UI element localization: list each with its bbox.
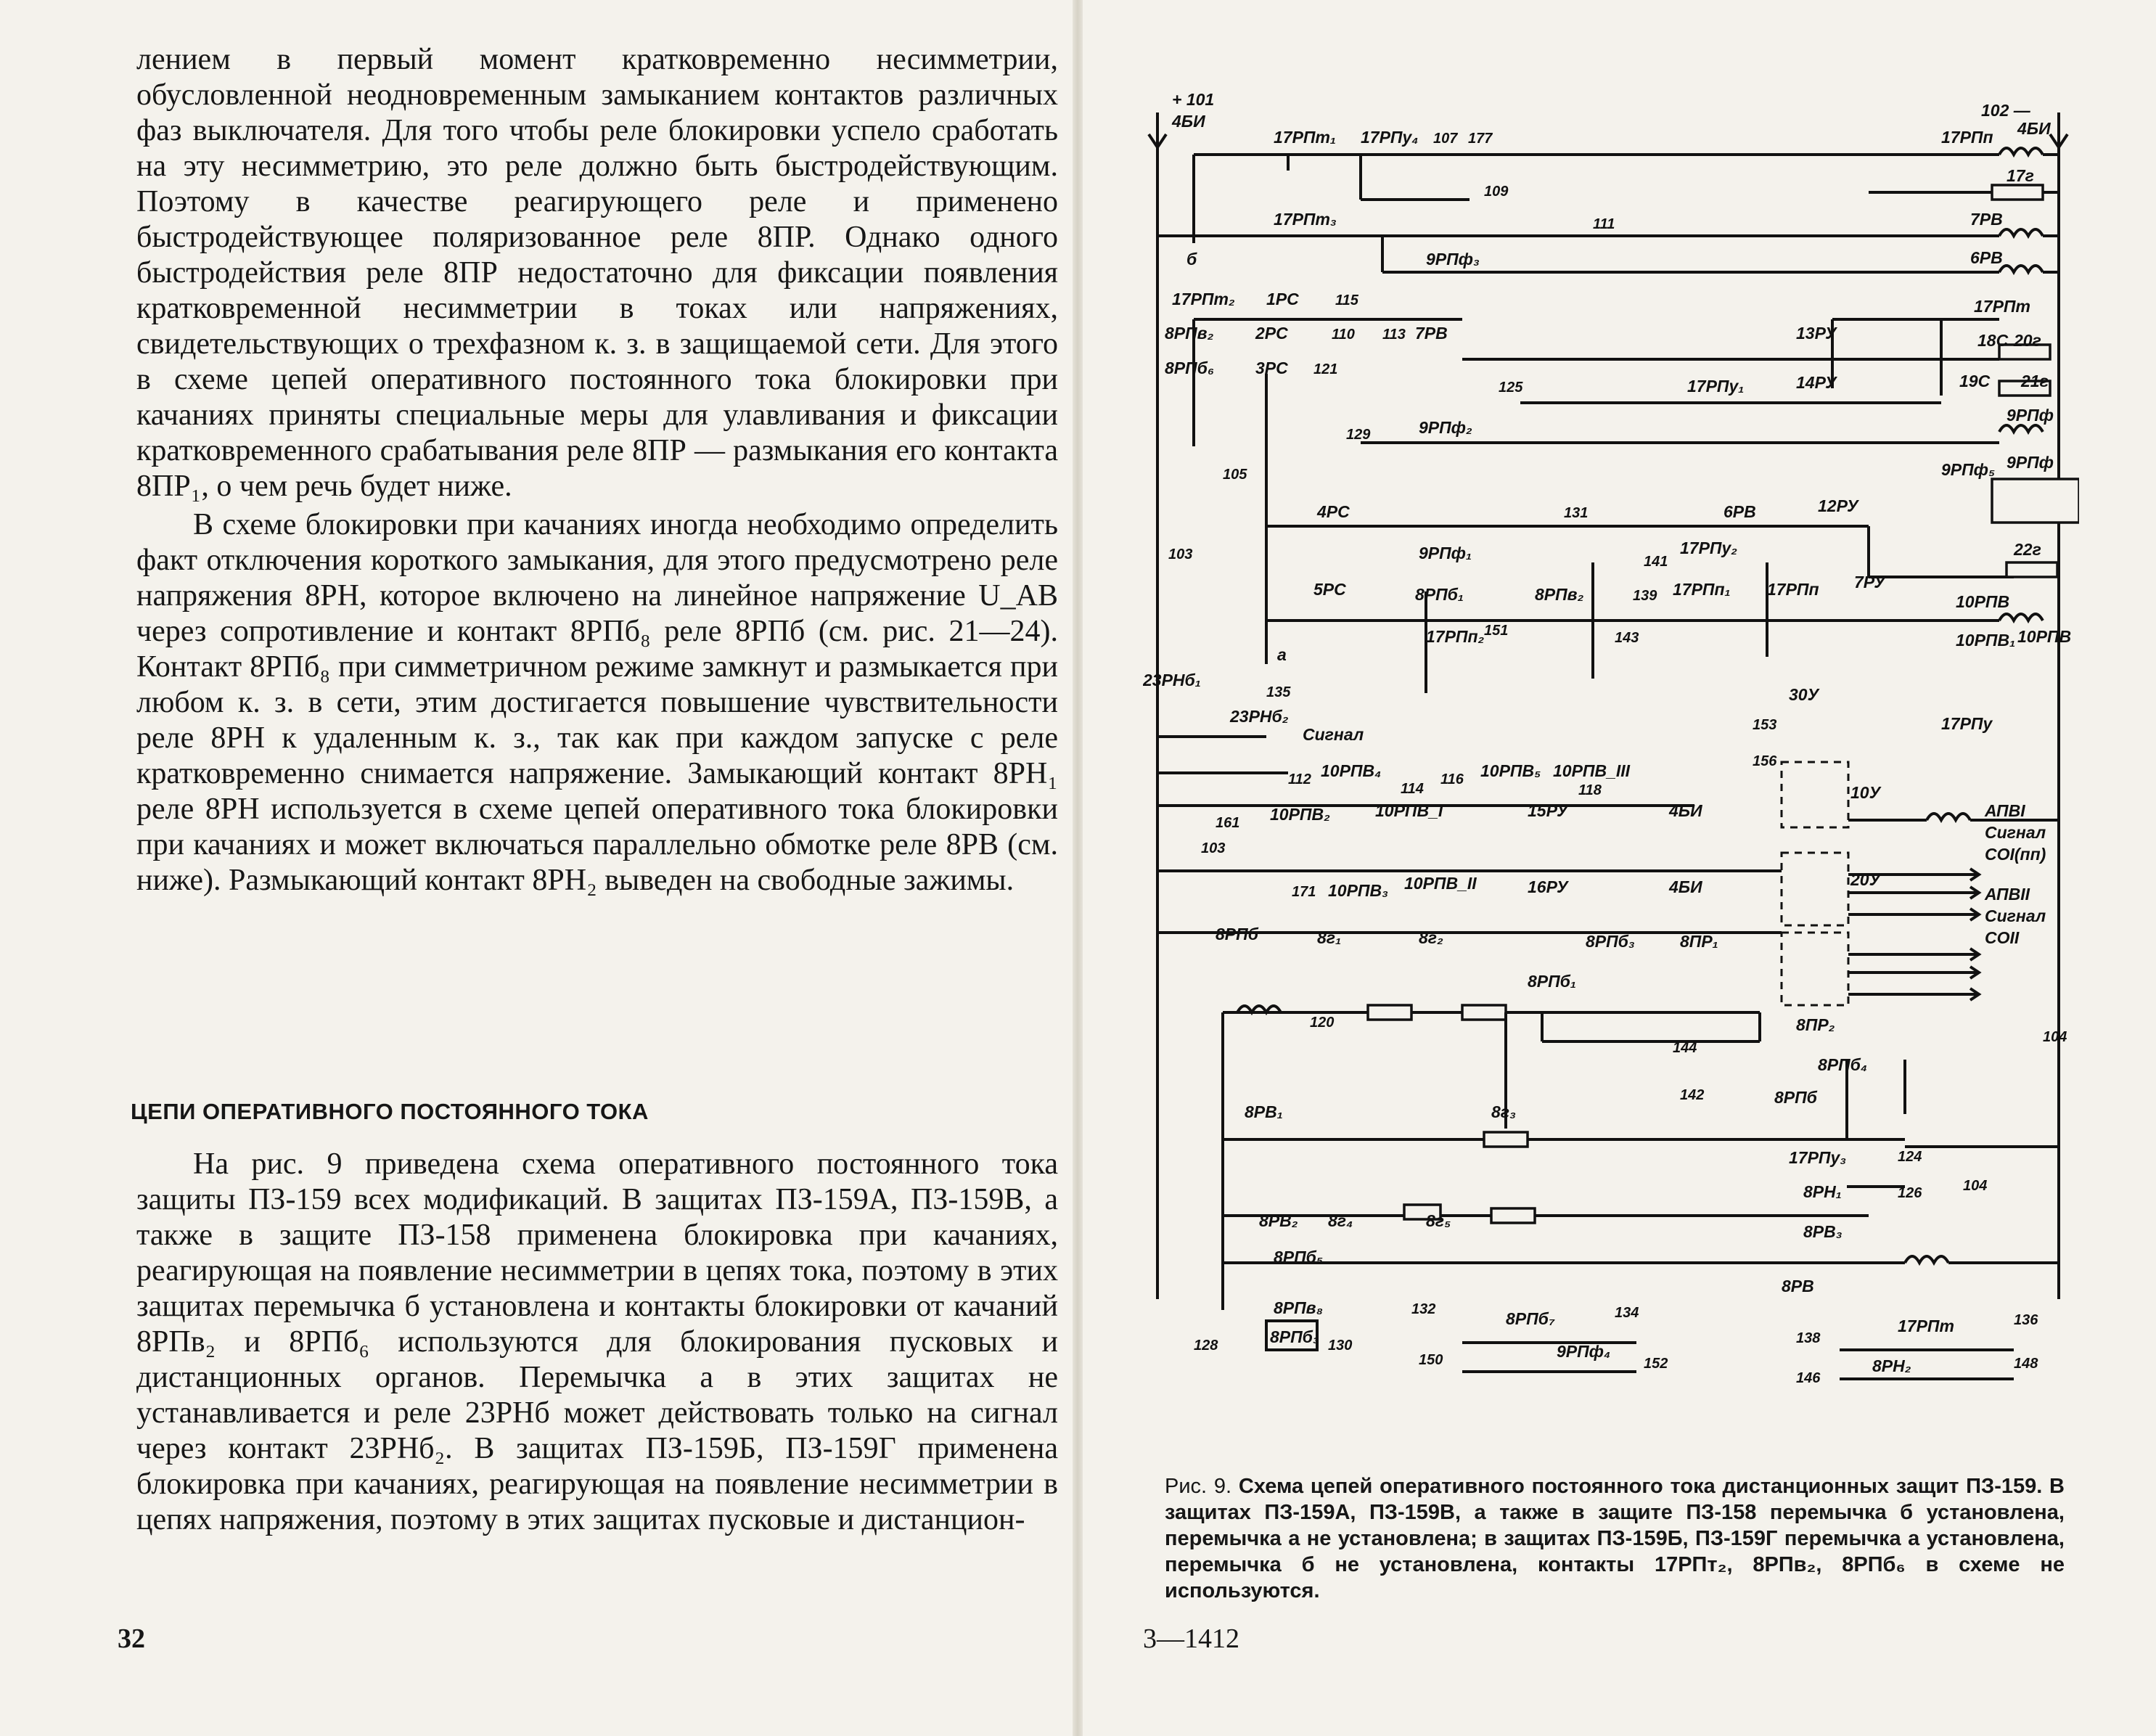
label-8g3: 8г₃ <box>1491 1102 1517 1121</box>
label-n113: 113 <box>1382 327 1406 343</box>
label-10rpv1: 10РПВ₁ <box>1956 631 2016 650</box>
label-4bi-2: 4БИ <box>1669 877 1702 896</box>
label-15ru: 15РУ <box>1528 801 1568 820</box>
paragraph-3: На рис. 9 приведена схема оперативного постоянного тока защиты ПЗ-159 всех модификаций. В защитах ПЗ-159А, ПЗ-159В, а также в защите ПЗ-158 применена блокировка при качаниях, реагирующая на появление несимметрии в цепях тока, поэтому в этих защитах перемычка б установлена и контакты блокировки от качаний 8РПв₂ и 8РПб₆ используются для блокирования пусковых и дистанционных органов. Перемычка а в этих защитах не устанавливается и реле 23РНб может действовать только на сигнал через контакт 23РНб₂. В защитах ПЗ-159Б, ПЗ-159Г применена блокировка при качаниях, реагирующая на появление несимметрии в цепях напряжения, поэтому в этих защитах пусковые и дистанцион- <box>136 1147 1058 1536</box>
row-2 <box>1157 229 2059 272</box>
label-6rv: 6РВ <box>1723 502 1756 521</box>
label-signal-1: Сигнал <box>1303 725 1364 744</box>
label-bus-right: 4БИ <box>2017 119 2051 138</box>
label-10rpv-coil: 10РПВ <box>1956 592 2010 611</box>
label-so2: СОII <box>1985 928 2020 947</box>
circuit-schematic <box>1143 83 2079 1455</box>
label-n135: 135 <box>1266 684 1291 700</box>
label-9rpf2: 9РПф₂ <box>1419 418 1472 437</box>
label-n177: 177 <box>1468 131 1493 147</box>
label-17g: 17г <box>2007 166 2034 185</box>
label-8rn2: 8РН₂ <box>1872 1356 1911 1375</box>
label-8rpb4: 8РПб₄ <box>1818 1055 1868 1074</box>
paragraph-1: лением в первый момент кратковременно несимметрии, обусловленной неодновременным замыканием контактов различных фаз выключателя. Для того чтобы реле блокировки успело сработать на эту несимметрию, это реле должно быть быстродействующим. Поэтому в качестве реагирующего реле и применено быстродействующее поляризованное реле 8ПР. Однако одного быстродействия реле 8ПР недостаточно для фиксации появления кратковременной несимметрии в токах или напряжениях, свидетельствующих о трехфазном к. з. в защищаемой сети. Для этого в схеме цепей оперативного постоянного тока блокировки при качаниях приняты специальные меры для улавливания и фиксации кратковременного срабатывания реле 8ПР — размыкания его контакта 8ПР₁, о чем речь будет ниже. <box>136 43 1058 503</box>
label-plus-terminal: + 101 <box>1172 90 1215 109</box>
label-n138: 138 <box>1796 1330 1821 1346</box>
label-17rpu2: 17РПу₂ <box>1680 539 1738 557</box>
label-8rv2: 8РВ₂ <box>1259 1211 1298 1230</box>
label-10rpv3b: 10РПВ₃ <box>1328 881 1389 900</box>
power-arrow-right <box>2050 112 2067 147</box>
label-n143: 143 <box>1615 630 1639 646</box>
label-9rpf-coil-b: 9РПф <box>2007 453 2054 472</box>
label-n151: 151 <box>1484 623 1509 639</box>
label-n156: 156 <box>1753 753 1777 769</box>
label-17rpu1: 17РПу₁ <box>1687 377 1745 396</box>
schematic-labels <box>1143 90 2071 1386</box>
label-n139: 139 <box>1633 588 1657 604</box>
label-8rn1: 8РН₁ <box>1803 1182 1842 1201</box>
label-out-signal-1: Сигнал <box>1985 823 2046 842</box>
label-n128: 128 <box>1194 1338 1218 1354</box>
label-18s: 18С <box>1977 331 2009 350</box>
label-n126: 126 <box>1898 1185 1922 1201</box>
label-10rpvii: 10РПВ_II <box>1404 874 1477 893</box>
lower-block <box>1223 1005 2059 1350</box>
label-n136: 136 <box>2014 1312 2038 1328</box>
label-n115: 115 <box>1335 292 1358 308</box>
label-n144: 144 <box>1673 1040 1697 1056</box>
label-8rpb7: 8РПб₇ <box>1506 1309 1555 1328</box>
signature-mark: 3—1412 <box>1143 1624 1239 1654</box>
label-17rpu: 17РПу <box>1941 714 1993 733</box>
label-1rs: 1РС <box>1266 290 1299 308</box>
label-17rpt1: 17РПт₁ <box>1274 128 1337 147</box>
label-9rpf-coil: 9РПф <box>2007 406 2054 425</box>
label-17rpp1: 17РПп₁ <box>1673 580 1731 599</box>
label-8rpb6: 8РПб₆ <box>1165 359 1215 377</box>
label-n124: 124 <box>1898 1149 1922 1165</box>
label-4rs: 4РС <box>1317 502 1350 521</box>
label-8rpb1b: 8РПб₁ <box>1528 972 1577 991</box>
label-n112: 112 <box>1288 771 1311 787</box>
body-text-top <box>136 42 1058 898</box>
label-n107: 107 <box>1433 131 1458 147</box>
label-n153: 153 <box>1753 717 1777 733</box>
label-8rpb1: 8РПб₁ <box>1415 585 1464 604</box>
bottom-stubs <box>1462 1343 2014 1379</box>
label-8g1: 8г₁ <box>1317 928 1342 947</box>
label-17rpt2: 17РПт₂ <box>1172 290 1235 308</box>
label-10rpv3: 10РПВ_III <box>1553 761 1631 780</box>
label-8rpv8: 8РПв₈ <box>1274 1298 1323 1317</box>
label-17rpp: 17РПп <box>1941 128 1993 147</box>
label-8rv3: 8РВ₃ <box>1803 1222 1843 1241</box>
label-8rpb3: 8РПб₃ <box>1586 932 1635 951</box>
label-23rnb1: 23РНб₁ <box>1143 671 1201 689</box>
label-8rpb-coil-b: 8РПб <box>1774 1088 1817 1107</box>
label-8rpb-coil: 8РПб <box>1216 925 1258 943</box>
label-30u: 30У <box>1789 685 1819 704</box>
label-8g5: 8г₅ <box>1426 1211 1451 1230</box>
label-n110: 110 <box>1332 327 1355 343</box>
label-2rs: 2РС <box>1255 324 1288 343</box>
label-8rpv2: 8РПв₂ <box>1165 324 1214 343</box>
label-10rpv2: 10РПВ₂ <box>1270 805 1330 824</box>
label-apv1: АПВI <box>1985 801 2025 820</box>
label-10rpvi: 10РПВ_I <box>1375 801 1443 820</box>
label-20g: 20г <box>2014 331 2041 350</box>
body-text-bottom <box>136 1147 1058 1538</box>
label-22g: 22г <box>2014 540 2041 559</box>
label-8rv-coil: 8РВ <box>1782 1277 1814 1295</box>
label-8rpv-b: 8РПв₂ <box>1535 585 1584 604</box>
caption-figure-number: Рис. 9. <box>1165 1475 1232 1498</box>
label-n134: 134 <box>1615 1305 1639 1321</box>
label-n103: 103 <box>1168 546 1193 562</box>
label-n118: 118 <box>1578 782 1602 798</box>
label-17rpp: 17РПп <box>1767 580 1819 599</box>
label-n142: 142 <box>1680 1087 1705 1103</box>
label-n103b: 103 <box>1201 840 1226 856</box>
paragraph-2: В схеме блокировки при качаниях иногда необходимо определить факт отключения короткого замыкания, для этого предусмотрено реле напряжения 8РН, которое включено на линейное напряжение U_AB через сопротивление и контакт 8РПб₈ реле 8РПб (см. рис. 21—24). Контакт 8РПб₈ при симметричном режиме замкнут и размыкается при любом к. з. в сети, этим достигается повышение чувствительности реле 8РН к удаленным к. з., так как при каждом запуске с реле кратковременно снимается напряжение. Замыкающий контакт 8РН₁ реле 8РН используется в схеме цепей оперативного тока блокировки при качаниях и может включаться параллельно обмотке реле 8РВ (см. ниже). Размыкающий контакт 8РН₂ выведен на свободные зажимы. <box>136 508 1058 897</box>
label-n120: 120 <box>1310 1015 1335 1031</box>
label-n125: 125 <box>1499 380 1523 396</box>
label-6rv-coil: 6РВ <box>1970 248 2003 267</box>
row-3-5 <box>1194 319 2079 523</box>
label-8pr2: 8ПР₂ <box>1796 1015 1835 1034</box>
label-7ru: 7РУ <box>1854 573 1885 591</box>
label-10rpv4: 10РПВ₄ <box>1321 761 1382 780</box>
label-12ru: 12РУ <box>1818 496 1858 515</box>
label-17rpt3: 17РПт₃ <box>1274 210 1337 229</box>
label-n161: 161 <box>1216 815 1240 831</box>
label-apv2: АПВII <box>1985 885 2030 904</box>
label-so1: СОI(пп) <box>1985 845 2046 864</box>
label-n148: 148 <box>2014 1356 2038 1372</box>
label-9rpf3: 9РПф₃ <box>1426 250 1480 269</box>
label-n121: 121 <box>1313 361 1338 377</box>
right-page <box>1078 0 2156 1736</box>
label-n129: 129 <box>1346 427 1371 443</box>
label-minus-terminal: 102 — <box>1981 101 2030 120</box>
label-jumper-b: б <box>1186 250 1197 269</box>
label-n130: 130 <box>1328 1338 1353 1354</box>
label-n109: 109 <box>1484 184 1509 200</box>
label-n141: 141 <box>1644 554 1668 570</box>
label-13ru: 13РУ <box>1796 324 1837 343</box>
label-16ru: 16РУ <box>1528 877 1568 896</box>
label-n114: 114 <box>1401 781 1424 797</box>
label-n104b: 104 <box>1963 1178 1988 1194</box>
label-8rpb3b: 8РПб₃ <box>1270 1327 1319 1346</box>
label-n171: 171 <box>1292 884 1316 900</box>
label-10u: 10У <box>1850 783 1881 802</box>
label-21g: 21г <box>2021 372 2049 390</box>
label-n104: 104 <box>2043 1029 2067 1045</box>
label-17rpt: 17РПт <box>1974 297 2030 316</box>
power-arrow-left <box>1149 112 1166 147</box>
label-n150: 150 <box>1419 1352 1443 1368</box>
label-9rpf1: 9РПф₁ <box>1419 544 1472 562</box>
label-3rs: 3РС <box>1255 359 1288 377</box>
figure-caption <box>1165 1473 2065 1604</box>
label-8pr1: 8ПР₁ <box>1680 932 1718 951</box>
middle-rows <box>1157 374 2057 737</box>
label-bus-left: 4БИ <box>1172 112 1205 131</box>
label-n146: 146 <box>1796 1370 1821 1386</box>
label-9rpf5: 9РПф₅ <box>1941 460 1996 479</box>
label-n131: 131 <box>1564 505 1589 521</box>
label-7rv: 7РВ <box>1415 324 1448 343</box>
label-5rs: 5РС <box>1313 580 1346 599</box>
label-jumper-a: а <box>1277 645 1287 664</box>
label-17rpu3: 17РПу₃ <box>1789 1148 1847 1167</box>
label-17rpp2: 17РПп₂ <box>1426 627 1485 646</box>
label-10rpv-coil-b: 10РПВ <box>2017 627 2072 646</box>
label-n132: 132 <box>1411 1301 1436 1317</box>
label-8rv1: 8РВ₁ <box>1245 1102 1283 1121</box>
label-17rpu4: 17РПу₄ <box>1361 128 1419 147</box>
page-number: 32 <box>118 1624 145 1654</box>
section-heading: ЦЕПИ ОПЕРАТИВНОГО ПОСТОЯННОГО ТОКА <box>131 1099 649 1124</box>
label-7rv-coil: 7РВ <box>1970 210 2003 229</box>
label-n105: 105 <box>1223 467 1247 483</box>
label-20u: 20У <box>1850 870 1881 889</box>
label-10rpv5: 10РПВ₅ <box>1480 761 1541 780</box>
label-14ru: 14РУ <box>1796 373 1837 392</box>
label-8rpb5: 8РПб₅ <box>1274 1248 1324 1266</box>
label-23rnb2: 23РНб₂ <box>1230 707 1289 726</box>
label-4bi-1: 4БИ <box>1669 801 1702 820</box>
label-n152: 152 <box>1644 1356 1668 1372</box>
label-19s: 19С <box>1959 372 1991 390</box>
label-n111: 111 <box>1593 216 1615 232</box>
row-1 <box>1194 148 2059 243</box>
label-9rpf4: 9РПф₄ <box>1557 1342 1611 1361</box>
label-17rpt-b: 17РПт <box>1898 1317 1954 1335</box>
label-n116: 116 <box>1440 771 1464 787</box>
caption-text: Схема цепей оперативного постоянного тока дистанционных защит ПЗ-159. В защитах ПЗ-159А, ПЗ-159В, а также в защите ПЗ-158 перемычка б установлена, перемычка а не установлена; в защитах ПЗ-159Б, ПЗ-159Г перемычка а установлена, перемычка б не установлена, контакты 17РПт₂, 8РПв₂, 8РПб₆ в схеме не используются. <box>1165 1475 2065 1602</box>
label-8g4: 8г₄ <box>1328 1211 1353 1230</box>
label-8g2: 8г₂ <box>1419 928 1443 947</box>
label-out-signal-2: Сигнал <box>1985 906 2046 925</box>
